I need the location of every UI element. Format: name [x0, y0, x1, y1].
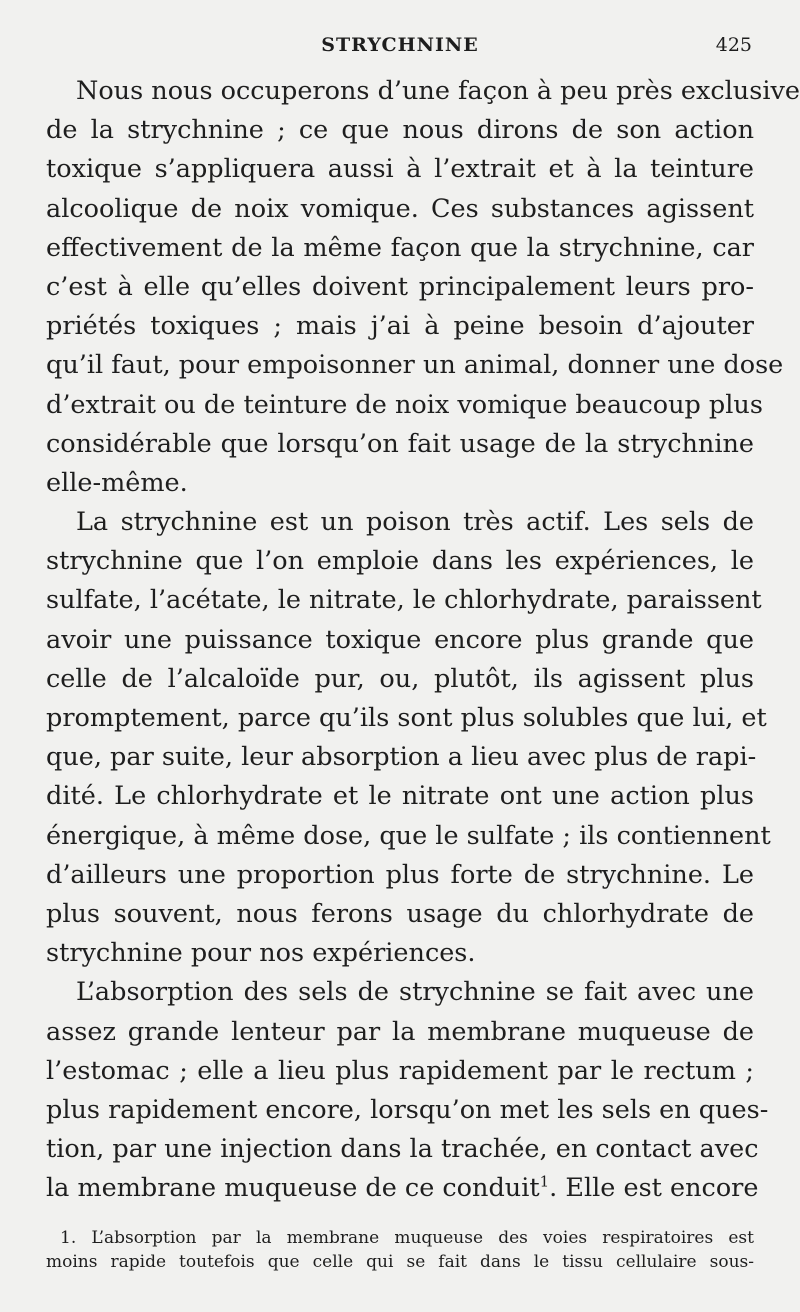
text-line: strychnine pour nos expériences.: [46, 938, 476, 969]
text-line: dité. Le chlorhydrate et le nitrate ont une action plus: [46, 781, 754, 812]
text-line: d’extrait ou de teinture de noix vomique beaucoup plus: [46, 389, 763, 420]
text-line: Nous nous occuperons d’une façon à peu près exclusive: [76, 76, 800, 106]
text-line: celle de l’alcaloïde pur, ou, plutôt, ils agissent plus: [46, 663, 754, 694]
text-line: avoir une puissance toxique encore plus grande que: [46, 624, 754, 655]
footnote-marker[interactable]: 1: [539, 1172, 550, 1191]
text-line: d’ailleurs une proportion plus forte de strychnine. Le: [46, 859, 754, 890]
text-line: énergique, à même dose, que le sulfate ; ils contiennent: [46, 820, 771, 851]
running-title: STRYCHNINE: [321, 34, 479, 56]
running-head: [0, 34, 800, 62]
footnote-line: 1. L’absorption par la membrane muqueuse des voies respiratoires est: [60, 1228, 754, 1248]
text-line: qu’il faut, pour empoisonner un animal, donner une dose: [46, 350, 784, 381]
footnotes: [46, 1226, 754, 1274]
text-line: strychnine que l’on emploie dans les expériences, le: [46, 546, 754, 577]
text-line: de la strychnine ; ce que nous dirons de son action: [46, 115, 754, 146]
text-line: c’est à elle qu’elles doivent principalement leurs pro-: [46, 271, 754, 302]
body-text: [46, 72, 800, 1208]
text-line: La strychnine est un poison très actif. Les sels de: [76, 507, 754, 538]
text-line: promptement, parce qu’ils sont plus solubles que lui, et: [46, 703, 767, 733]
text-line: L’absorption des sels de strychnine se fait avec une: [76, 977, 754, 1008]
text-line: alcoolique de noix vomique. Ces substances agissent: [46, 193, 754, 224]
text-line-start: la membrane muqueuse de ce conduit: [46, 1173, 540, 1204]
text-line: priétés toxiques ; mais j’ai à peine besoin d’ajouter: [46, 311, 754, 342]
text-line: plus rapidement encore, lorsqu’on met les sels en ques-: [46, 1094, 769, 1125]
text-line: sulfate, l’acétate, le nitrate, le chlorhydrate, paraissent: [46, 585, 762, 616]
text-line: toxique s’appliquera aussi à l’extrait et à la teinture: [46, 154, 754, 185]
footnote-line: moins rapide toutefois que celle qui se fait dans le tissu cellulaire sous-: [46, 1252, 754, 1272]
page-number: 425: [715, 34, 752, 56]
text-line: considérable que lorsqu’on fait usage de la strychnine: [46, 428, 754, 459]
text-line: effectivement de la même façon que la strychnine, car: [46, 232, 754, 263]
text-line: tion, par une injection dans la trachée, en contact avec: [46, 1134, 759, 1165]
text-line: que, par suite, leur absorption a lieu avec plus de rapi-: [46, 742, 757, 773]
text-line: elle-même.: [46, 467, 188, 498]
text-line: assez grande lenteur par la membrane muqueuse de: [46, 1016, 754, 1047]
text-line: [46, 1169, 759, 1208]
text-line: plus souvent, nous ferons usage du chlorhydrate de: [46, 898, 754, 929]
text-line: l’estomac ; elle a lieu plus rapidement par le rectum ;: [46, 1055, 754, 1086]
text-line-end: . Elle est encore: [549, 1173, 759, 1204]
